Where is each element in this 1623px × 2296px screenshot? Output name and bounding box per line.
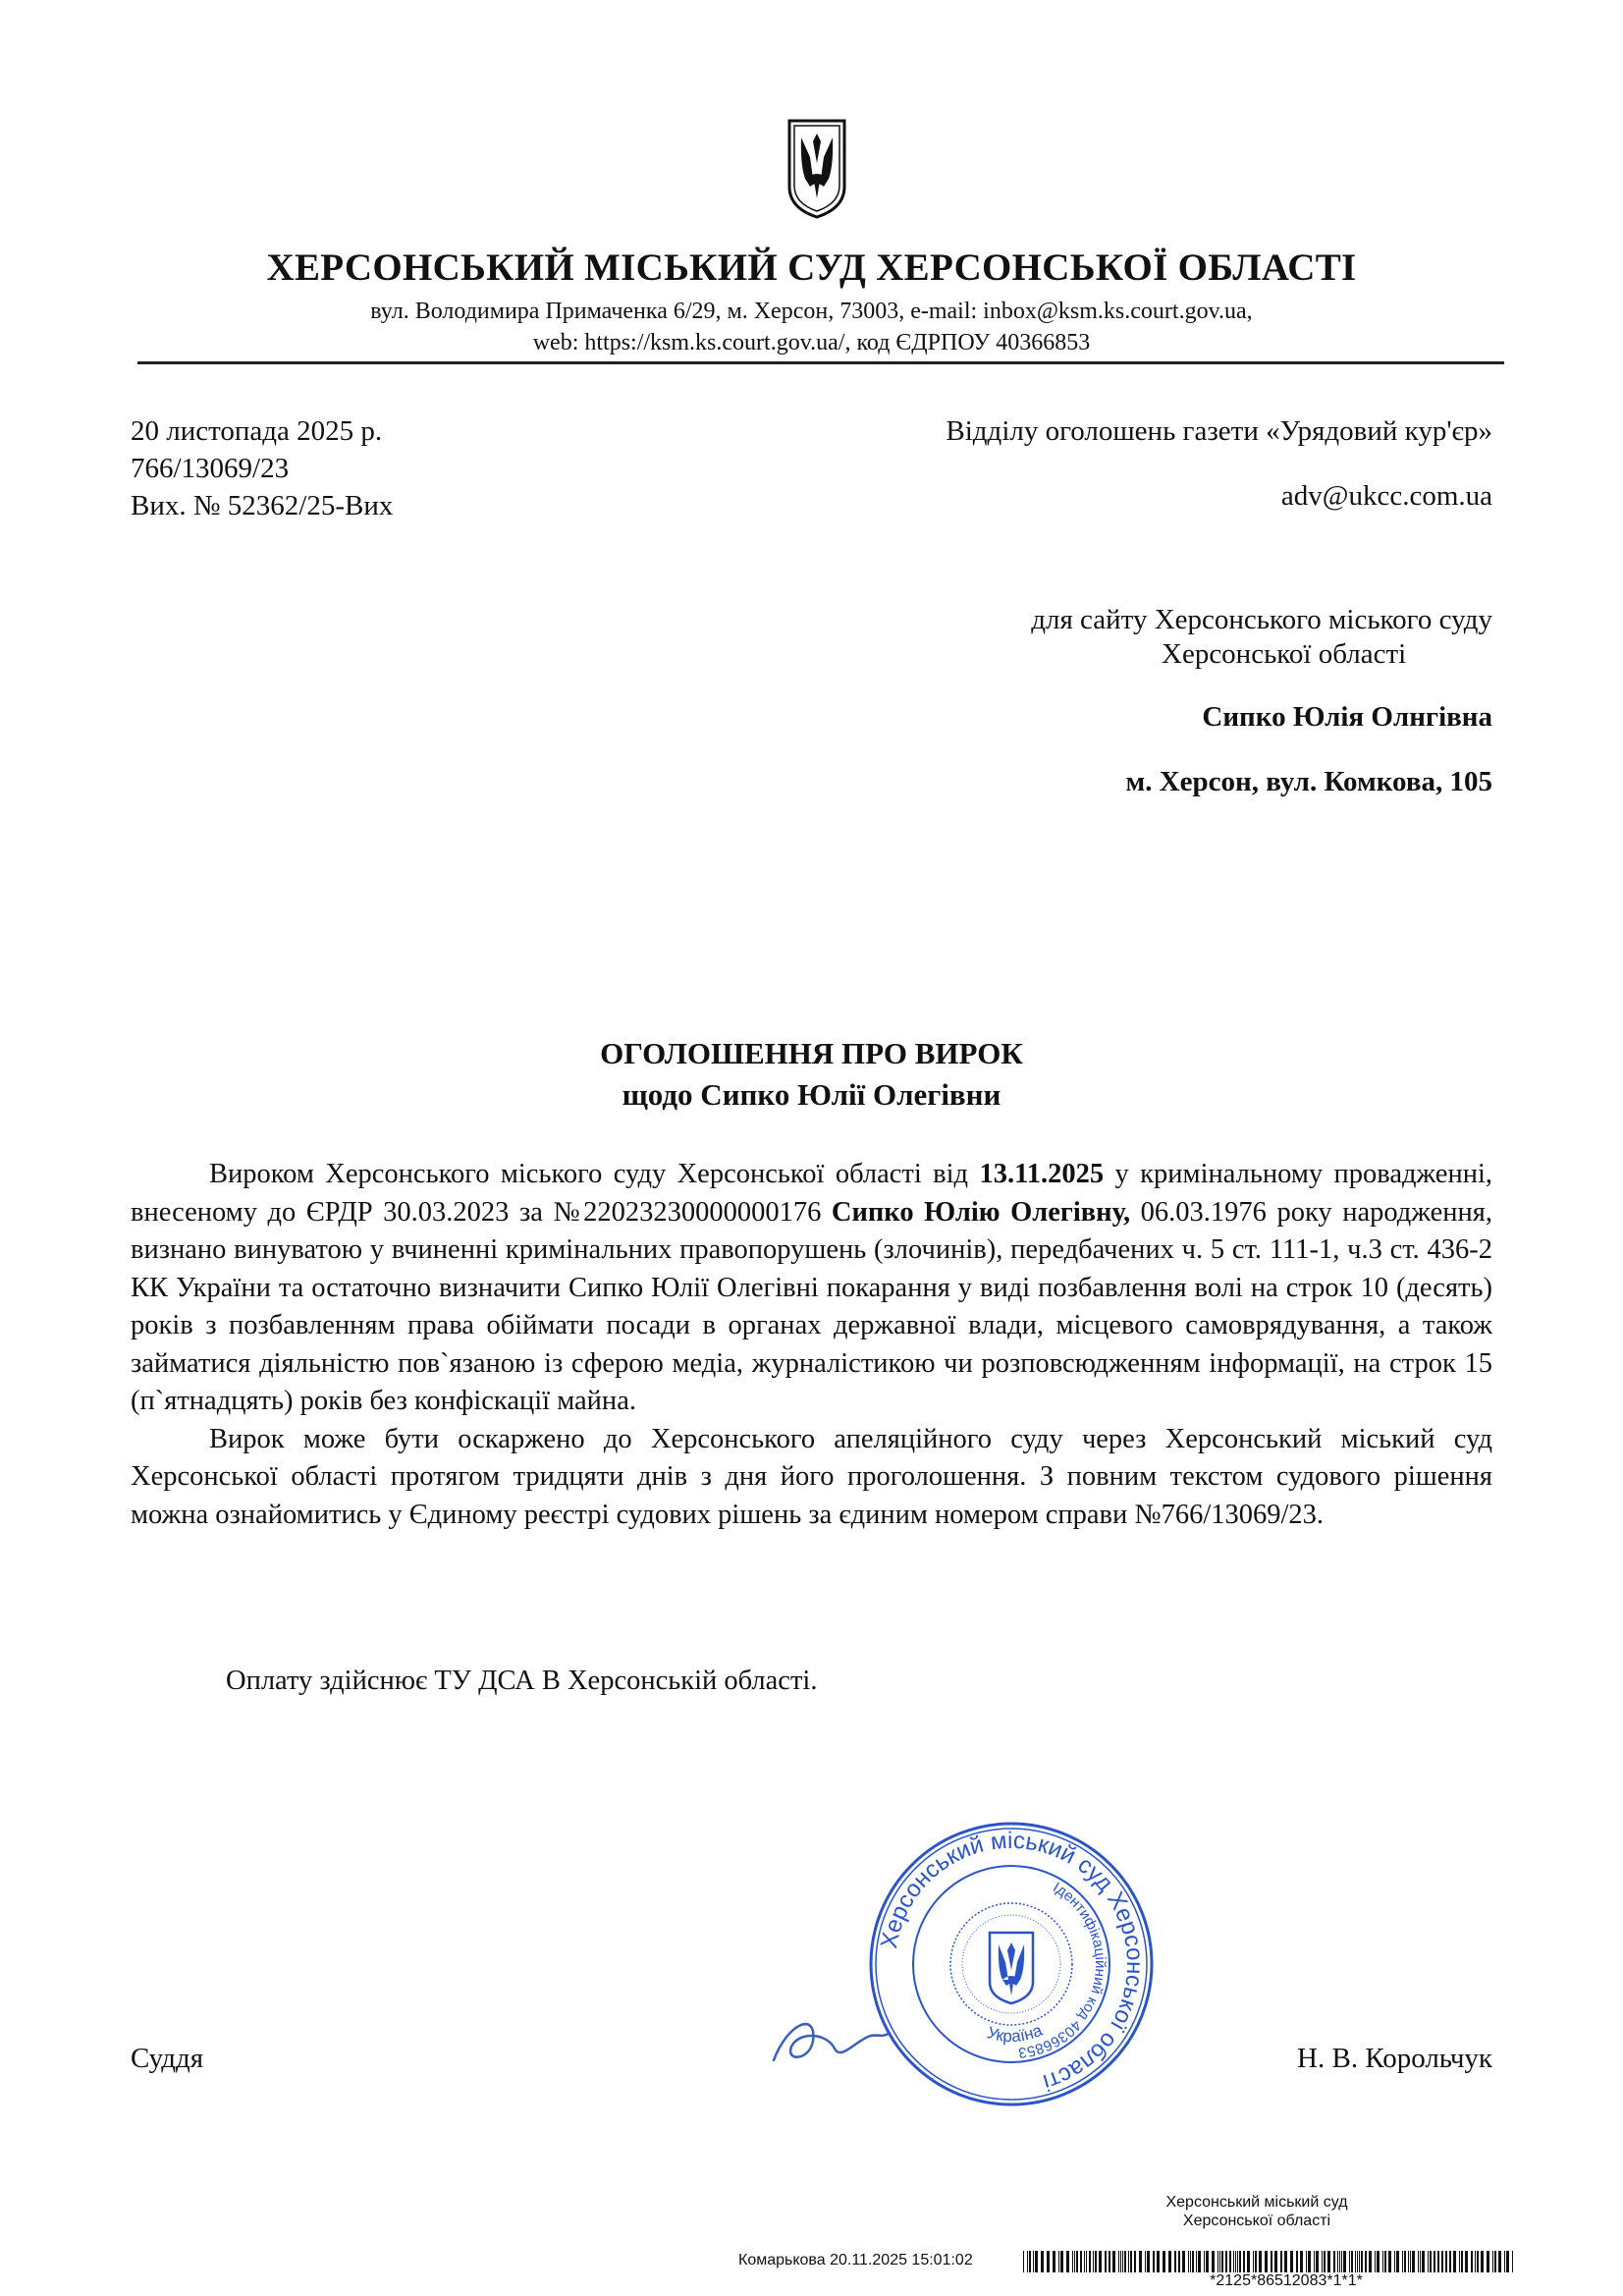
recipient-email: adv@ukcc.com.ua [1280,480,1492,512]
outgoing-number: Вих. № 52362/25-Вих [131,490,394,521]
judge-name: Н. В. Корольчук [1297,2043,1492,2074]
court-seal-stamp [864,1817,1159,2111]
footer-org-line2: Херсонської області [1182,2213,1331,2229]
header-divider [137,361,1504,364]
stamp-inner-text: Ідентифікаційний код 40366853 [1017,1879,1109,2061]
defendant-name: Сипко Юлію Олегівну, [831,1196,1131,1228]
announcement-title: ОГОЛОШЕННЯ ПРО ВИРОК [600,1036,1023,1070]
trident-coat-of-arms-icon [786,118,847,220]
stamp-trident-icon [990,1933,1033,2003]
recipient-person-name: Сипко Юлія Олнгівна [1202,701,1492,733]
judge-signature [766,2003,893,2072]
payment-note: Оплату здійснює ТУ ДСА В Херсонській області. [226,1666,818,1696]
announcement-body [131,1156,1492,1534]
stamp-outer-text: Херсонський міський суд Херсонської області [876,1827,1149,2097]
verdict-paragraph: Вироком Херсонського міського суду Херсонської області від 13.11.2025 у кримінальному провадженні, внесеному до ЄРДР 30.03.2023 за №22023230000000176 Сипко Юлію Олегівну, 06.03.1976 року народження, визнано винуватою у вчиненні кримінальних правопорушень (злочинів), передбачених ч. 5 ст. 111-1, ч.3 ст. 436-2 КК України та остаточно визначити Сипко Юлії Олегівні покарання у виді позбавлення волі на строк 10 (десять) років з позбавленням права обіймати посади в органах державної влади, місцевого самоврядування, а також займатися діяльністю пов`язаною із сферою медіа, журналістикою чи розповсюдженням інформації, на строк 15 (п`ятнадцять) років без конфіскації майна. [131,1159,1492,1416]
stamp-bottom-text: Україна [985,2020,1046,2047]
appeal-paragraph: Вирок може бути оскаржено до Херсонського апеляційного суду через Херсонський міський суд Херсонської області протягом тридцяти днів з дня його проголошення. З повним текстом судового рішення можна ознайомитись у Єдиному реєстрі судових рішень за єдиним номером справи №766/13069/23. [131,1423,1492,1530]
case-number: 766/13069/23 [131,453,290,484]
signature-role: Суддя [131,2043,204,2074]
barcode-code: *2125*86512083*1*1* [1210,2272,1363,2289]
court-name: ХЕРСОНСЬКИЙ МІСЬКИЙ СУД ХЕРСОНСЬКОЇ ОБЛАСТІ [266,246,1357,289]
letter-meta [131,412,393,524]
clerk-timestamp: Комарькова 20.11.2025 15:01:02 [738,2252,973,2269]
verdict-date: 13.11.2025 [979,1159,1105,1189]
letter-date: 20 листопада 2025 р. [131,415,383,447]
announcement-subtitle: щодо Сипко Юлії Олегівни [622,1077,1001,1112]
footer-org-line1: Херсонський міський суд [1165,2194,1348,2211]
court-web-line: web: https://ksm.ks.court.gov.ua/, код ЄДРПОУ 40366853 [532,330,1091,355]
recipient-person-address: м. Херсон, вул. Комкова, 105 [1125,766,1492,797]
recipient-newspaper: Відділу оголошень газети «Урядовий кур'єр» [946,415,1492,447]
document-barcode [1023,2251,1516,2272]
recipient-site-line1: для сайту Херсонського міського суду [1031,604,1492,635]
court-address: вул. Володимира Примаченка 6/29, м. Херсон, 73003, e-mail: inbox@ksm.ks.court.gov.ua, [370,299,1253,324]
recipient-site-line2: Херсонської області [1162,638,1407,670]
